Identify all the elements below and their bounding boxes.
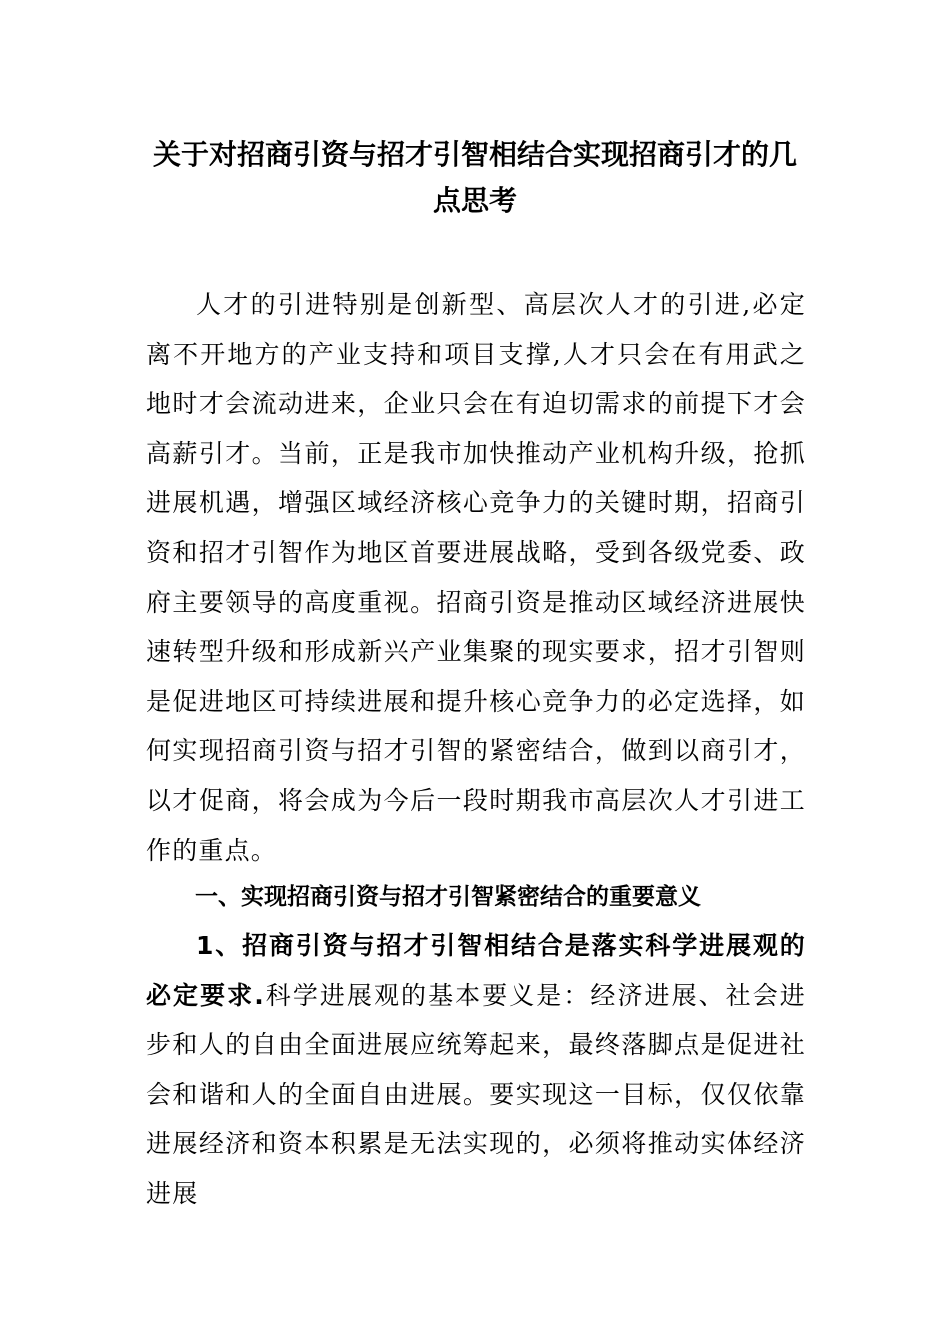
section-body [146, 921, 806, 1219]
intro-section [146, 280, 806, 875]
section-heading: 一、实现招商引资与招才引智紧密结合的重要意义 [195, 884, 701, 910]
intro-paragraph: 人才的引进特别是创新型、高层次人才的引进,必定离不开地方的产业支持和项目支撑,人才只会在有用武之地时才会流动进来，企业只会在有迫切需求的前提下才会高薪引才。当前，正是我市加快推动产业机构升级，抢抓进展机遇，增强区域经济核心竞争力的关键时期，招商引资和招才引智作为地区首要进展战略，受到各级党委、政府主要领导的高度重视。招商引资是推动区域经济进展快速转型升级和形成新兴产业集聚的现实要求，招才引智则是促进地区可持续进展和提升核心竞争力的必定选择，如何实现招商引资与招才引智的紧密结合，做到以商引才，以才促商，将会成为今后一段时期我市高层次人才引进工作的重点。 [146, 290, 806, 865]
point-1-paragraph [146, 921, 806, 1219]
point-1-lead: 1、招商引资与招才引智相结合是落实科学进展观的必定要求. [146, 931, 806, 1010]
point-1-text: 科学进展观的基本要义是：经济进展、社会进步和人的自由全面进展应统筹起来，最终落脚点是促进社会和谐和人的全面自由进展。要实现这一目标，仅仅依靠进展经济和资本积累是无法实现的，必须将推动实体经济进展 [146, 980, 806, 1208]
document-title: 关于对招商引资与招才引智相结合实现招商引才的几点思考 [152, 138, 797, 217]
